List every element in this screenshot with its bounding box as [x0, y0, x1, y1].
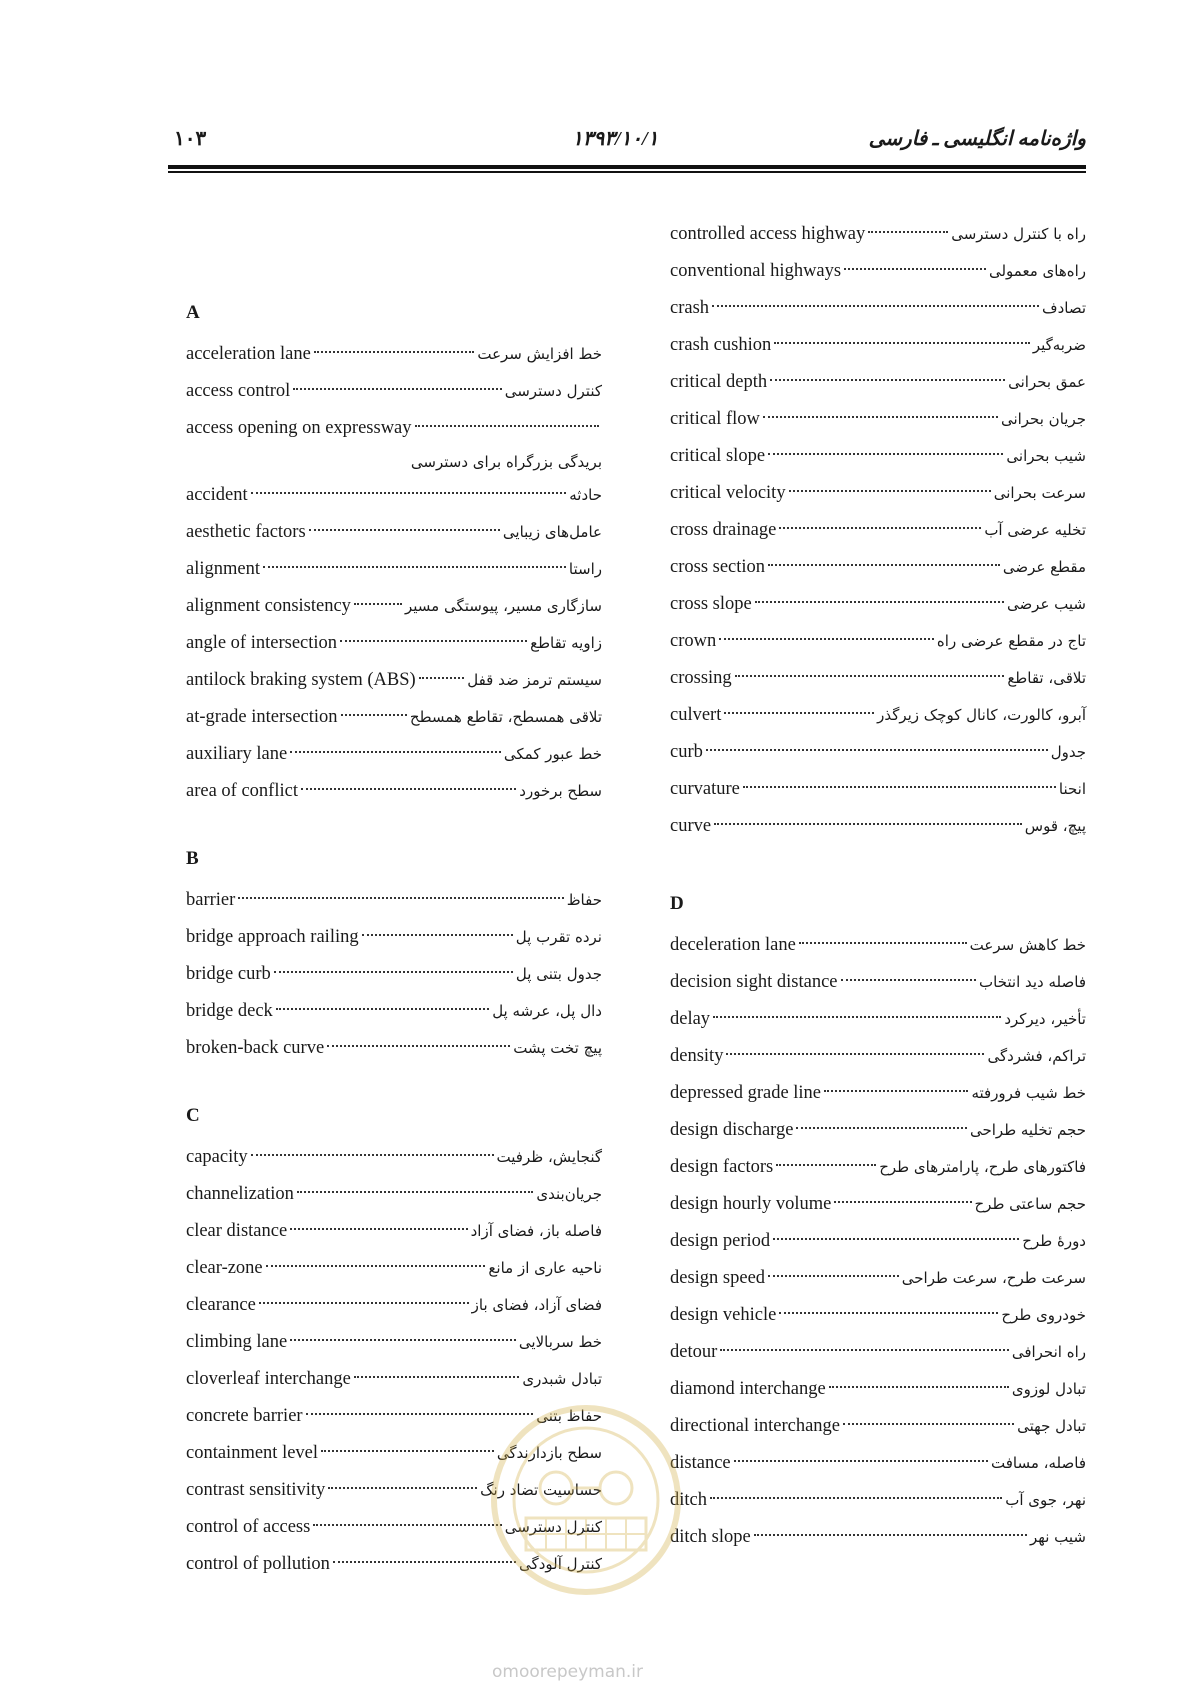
glossary-entry: [670, 808, 1086, 845]
dot-leader: [841, 979, 977, 981]
entry-english-term: curb: [670, 742, 703, 762]
glossary-entry: [670, 586, 1086, 623]
entry-english-term: clear-zone: [186, 1258, 263, 1278]
dot-leader: [321, 1450, 494, 1452]
entry-persian-term: جریان‌بندی: [536, 1185, 602, 1203]
entry-english-term: detour: [670, 1342, 718, 1362]
dot-leader: [824, 1090, 968, 1092]
entry-persian-term: بریدگی بزرگراه برای دسترسی: [410, 453, 602, 471]
dot-leader: [843, 1423, 1014, 1425]
entry-english-term: crown: [670, 631, 717, 651]
entry-english-term: containment level: [186, 1443, 319, 1463]
dot-leader: [789, 490, 991, 492]
entry-persian-term: حادثه: [569, 486, 602, 504]
entry-persian-term: تراکم، فشردگی: [987, 1047, 1086, 1065]
dot-leader: [313, 1524, 501, 1526]
glossary-entry: [670, 1075, 1086, 1112]
dot-leader: [266, 1265, 486, 1267]
dot-leader: [844, 268, 986, 270]
entry-persian-term: نرده تقرب پل: [515, 928, 602, 946]
entry-english-term: ditch: [670, 1490, 707, 1510]
glossary-entry: [670, 964, 1086, 1001]
glossary-entry: [670, 327, 1086, 364]
glossary-entry: [186, 514, 602, 551]
dot-leader: [290, 1228, 467, 1230]
entry-english-term: design speed: [670, 1268, 766, 1288]
glossary-entry: [670, 1223, 1086, 1260]
entry-english-term: decision sight distance: [670, 972, 838, 992]
glossary-entry: [670, 771, 1086, 808]
entry-persian-term: شیب عرضی: [1006, 595, 1086, 613]
entry-english-term: distance: [670, 1453, 731, 1473]
entry-persian-term: راه با کنترل دسترسی: [951, 225, 1086, 243]
entry-english-term: design period: [670, 1231, 771, 1251]
dot-leader: [714, 823, 1022, 825]
entry-persian-term: پیچ تخت پشت: [513, 1039, 602, 1057]
glossary-entry: [670, 1186, 1086, 1223]
entry-english-term: design vehicle: [670, 1305, 777, 1325]
dot-leader: [415, 425, 599, 427]
entry-persian-term: سطح بازدارندگی: [496, 1444, 602, 1462]
section-d-list: [670, 927, 1086, 1556]
header-rule-thin: [168, 171, 1086, 173]
entry-persian-term: پیچ، قوس: [1024, 817, 1086, 835]
entry-persian-term: حفاظ: [566, 891, 602, 909]
glossary-entry: [186, 662, 602, 699]
glossary-entry: [670, 1334, 1086, 1371]
dot-leader: [743, 786, 1056, 788]
entry-persian-term: دورهٔ طرح: [1022, 1232, 1086, 1250]
section-letter-a: A: [186, 302, 200, 323]
entry-english-term: design factors: [670, 1157, 774, 1177]
entry-english-term: directional interchange: [670, 1416, 841, 1436]
entry-persian-term: تاج در مقطع عرضی راه: [936, 632, 1086, 650]
glossary-entry: [186, 699, 602, 736]
entry-persian-term: ضربه‌گیر: [1032, 336, 1086, 354]
entry-persian-term: حساسیت تضاد رنگ: [480, 1481, 602, 1499]
entry-persian-term: حجم تخلیه طراحی: [969, 1121, 1086, 1139]
entry-persian-term: کنترل دسترسی: [504, 1518, 602, 1536]
dot-leader: [770, 379, 1005, 381]
section-letter-b: B: [186, 848, 199, 869]
entry-persian-term: تبادل جهتی: [1017, 1417, 1086, 1435]
entry-persian-term: خط عبور کمکی: [503, 745, 602, 763]
dot-leader: [724, 712, 874, 714]
entry-persian-term: تصادف: [1042, 299, 1086, 317]
dot-leader: [354, 1376, 520, 1378]
dot-leader: [314, 351, 475, 353]
entry-english-term: ditch slope: [670, 1527, 751, 1547]
dot-leader: [706, 749, 1048, 751]
entry-persian-term: فاصله، مسافت: [991, 1454, 1086, 1472]
dot-leader: [713, 1016, 1001, 1018]
section-letter-c: C: [186, 1105, 200, 1126]
entry-english-term: crossing: [670, 668, 732, 688]
entry-english-term: angle of intersection: [186, 633, 338, 653]
entry-persian-term: فاصله دید انتخاب: [979, 973, 1086, 991]
entry-persian-term: سازگاری مسیر، پیوستگی مسیر: [405, 597, 602, 615]
glossary-entry: [670, 512, 1086, 549]
dot-leader: [776, 1164, 876, 1166]
dot-leader: [293, 388, 501, 390]
entry-english-term: control of access: [186, 1517, 311, 1537]
glossary-entry: [670, 623, 1086, 660]
section-c-continued-list: [670, 216, 1086, 845]
dot-leader: [340, 640, 527, 642]
glossary-entry: [670, 1408, 1086, 1445]
glossary-entry: [670, 401, 1086, 438]
dot-leader: [779, 1312, 998, 1314]
dot-leader: [354, 603, 402, 605]
entry-english-term: cross section: [670, 557, 766, 577]
glossary-entry: [186, 588, 602, 625]
entry-persian-term: جدول بتنی پل: [515, 965, 602, 983]
dot-leader: [290, 1339, 516, 1341]
entry-english-term: cross drainage: [670, 520, 777, 540]
glossary-entry: [186, 993, 602, 1030]
entry-english-term: contrast sensitivity: [186, 1480, 326, 1500]
dot-leader: [768, 564, 1000, 566]
entry-english-term: concrete barrier: [186, 1406, 303, 1426]
entry-persian-term: خط افزایش سرعت: [477, 345, 602, 363]
dot-leader: [829, 1386, 1009, 1388]
entry-english-term: critical depth: [670, 372, 768, 392]
entry-english-term: channelization: [186, 1184, 294, 1204]
dot-leader: [297, 1191, 534, 1193]
glossary-entry: [670, 927, 1086, 964]
glossary-entry: [670, 697, 1086, 734]
dot-leader: [799, 942, 967, 944]
dot-leader: [309, 529, 500, 531]
entry-english-term: deceleration lane: [670, 935, 796, 955]
glossary-entry: [186, 1250, 602, 1287]
glossary-entry: [186, 773, 602, 810]
entry-english-term: crash: [670, 298, 710, 318]
dot-leader: [726, 1053, 984, 1055]
glossary-entry: [670, 1112, 1086, 1149]
glossary-entry: [670, 1371, 1086, 1408]
dot-leader: [796, 1127, 966, 1129]
entry-english-term: aesthetic factors: [186, 522, 306, 542]
entry-persian-term: انحنا: [1058, 780, 1086, 798]
entry-english-term: critical slope: [670, 446, 766, 466]
glossary-entry: [186, 410, 602, 447]
entry-english-term: acceleration lane: [186, 344, 311, 364]
entry-persian-term: فاکتورهای طرح، پارامترهای طرح: [879, 1158, 1086, 1176]
glossary-entry: [670, 216, 1086, 253]
dot-leader: [238, 897, 563, 899]
glossary-entry: [670, 438, 1086, 475]
glossary-entry: [186, 956, 602, 993]
entry-persian-term: نهر، جوی آب: [1005, 1491, 1086, 1509]
glossary-entry: [186, 1030, 602, 1067]
glossary-entry: [670, 475, 1086, 512]
glossary-entry: [670, 1038, 1086, 1075]
entry-persian-term: تأخیر، دیرکرد: [1004, 1010, 1086, 1028]
page-number: ۱۰۳: [174, 128, 207, 150]
glossary-entry: [186, 1139, 602, 1176]
header-date: ۱۳۹۳/۱۰/۱: [572, 128, 659, 150]
entry-persian-term: فضای آزاد، فضای باز: [471, 1296, 602, 1314]
entry-persian-term: عمق بحرانی: [1008, 373, 1086, 391]
entry-english-term: capacity: [186, 1147, 248, 1167]
glossary-entry: [186, 736, 602, 773]
dot-leader: [290, 751, 501, 753]
entry-english-term: density: [670, 1046, 724, 1066]
entry-persian-term: گنجایش، ظرفیت: [496, 1148, 602, 1166]
entry-english-term: curvature: [670, 779, 740, 799]
section-letter-d: D: [670, 893, 684, 914]
dot-leader: [710, 1497, 1002, 1499]
glossary-entry: [186, 1213, 602, 1250]
header-rule-thick: [168, 165, 1086, 169]
dot-leader: [734, 1460, 988, 1462]
glossary-entry: [186, 882, 602, 919]
dot-leader: [263, 566, 566, 568]
entry-persian-term: فاصله باز، فضای آزاد: [470, 1222, 602, 1240]
entry-english-term: crash cushion: [670, 335, 772, 355]
glossary-entry: [670, 1297, 1086, 1334]
entry-english-term: access opening on expressway: [186, 418, 412, 438]
dot-leader: [720, 1349, 1009, 1351]
entry-english-term: alignment consistency: [186, 596, 351, 616]
dot-leader: [259, 1302, 469, 1304]
glossary-entry: [186, 1361, 602, 1398]
entry-english-term: area of conflict: [186, 781, 298, 801]
glossary-entry: [670, 549, 1086, 586]
glossary-entry: [186, 1176, 602, 1213]
glossary-entry: [186, 336, 602, 373]
entry-persian-term: ناحیه عاری از مانع: [488, 1259, 602, 1277]
entry-persian-term: کنترل دسترسی: [504, 382, 602, 400]
entry-english-term: clearance: [186, 1295, 256, 1315]
entry-english-term: diamond interchange: [670, 1379, 826, 1399]
entry-english-term: conventional highways: [670, 261, 842, 281]
entry-english-term: curve: [670, 816, 712, 836]
entry-persian-term: خط کاهش سرعت: [969, 936, 1086, 954]
dot-leader: [834, 1201, 971, 1203]
entry-persian-term: کنترل آلودگی: [519, 1555, 602, 1573]
dot-leader: [276, 1008, 489, 1010]
glossary-entry: [670, 1482, 1086, 1519]
entry-persian-term: تلاقی همسطح، تقاطع همسطح: [409, 708, 602, 726]
dot-leader: [774, 342, 1030, 344]
entry-persian-term: تلاقی، تقاطع: [1007, 669, 1086, 687]
entry-persian-term: سرعت طرح، سرعت طراحی: [901, 1269, 1086, 1287]
dot-leader: [868, 231, 948, 233]
glossary-entry: [186, 477, 602, 514]
dot-leader: [341, 714, 407, 716]
entry-persian-term: سرعت بحرانی: [993, 484, 1086, 502]
dot-leader: [719, 638, 934, 640]
entry-english-term: design hourly volume: [670, 1194, 832, 1214]
entry-english-term: climbing lane: [186, 1332, 288, 1352]
entry-persian-term: جدول: [1050, 743, 1086, 761]
entry-english-term: accident: [186, 485, 248, 505]
glossary-entry: [670, 660, 1086, 697]
entry-persian-term: زاویه تقاطع: [530, 634, 602, 652]
entry-english-term: bridge approach railing: [186, 927, 359, 947]
entry-persian-term: سیستم ترمز ضد قفل: [467, 671, 602, 689]
entry-english-term: antilock braking system (ABS): [186, 670, 416, 690]
dot-leader: [768, 1275, 899, 1277]
dictionary-title: واژه‌نامه انگلیسی ـ فارسی: [868, 128, 1086, 150]
entry-persian-term: حجم ساعتی طرح: [974, 1195, 1086, 1213]
entry-english-term: cross slope: [670, 594, 752, 614]
dot-leader: [274, 971, 513, 973]
dot-leader: [419, 677, 465, 679]
entry-english-term: bridge curb: [186, 964, 271, 984]
entry-english-term: auxiliary lane: [186, 744, 288, 764]
glossary-entry: [670, 1149, 1086, 1186]
glossary-entry: [670, 1001, 1086, 1038]
dot-leader: [251, 492, 567, 494]
glossary-entry: [670, 253, 1086, 290]
entry-english-term: alignment: [186, 559, 260, 579]
entry-persian-term: جریان بحرانی: [1000, 410, 1086, 428]
entry-persian-term: دال پل، عرشه پل: [492, 1002, 602, 1020]
glossary-entry: [670, 1519, 1086, 1556]
entry-english-term: cloverleaf interchange: [186, 1369, 351, 1389]
entry-english-term: culvert: [670, 705, 722, 725]
watermark-seal-icon: [486, 1400, 686, 1600]
entry-english-term: control of pollution: [186, 1554, 330, 1574]
glossary-entry: [670, 364, 1086, 401]
section-b-list: [186, 882, 602, 1067]
entry-persian-term: شیب نهر: [1030, 1528, 1086, 1546]
entry-english-term: bridge deck: [186, 1001, 273, 1021]
entry-persian-term: تبادل شبدری: [522, 1370, 602, 1388]
entry-persian-term: حفاظ بتنی: [536, 1407, 602, 1425]
entry-persian-term: عامل‌های زیبایی: [502, 523, 602, 541]
entry-persian-term: سطح برخورد: [519, 782, 602, 800]
left-column: [186, 302, 602, 1583]
entry-persian-term: خط سربالایی: [518, 1333, 602, 1351]
dot-leader: [735, 675, 1005, 677]
entry-english-term: barrier: [186, 890, 236, 910]
page-header: [168, 126, 1086, 162]
website-watermark: omoorepeyman.ir: [492, 1662, 644, 1682]
entry-english-term: at-grade intersection: [186, 707, 338, 727]
entry-persian-term: خودروی طرح: [1001, 1306, 1086, 1324]
right-column: [670, 216, 1086, 1556]
entry-persian-term: شیب بحرانی: [1006, 447, 1086, 465]
dot-leader: [328, 1487, 477, 1489]
entry-persian-term: راستا: [568, 560, 602, 578]
entry-english-term: delay: [670, 1009, 711, 1029]
glossary-entry: [186, 1324, 602, 1361]
entry-english-term: clear distance: [186, 1221, 288, 1241]
dot-leader: [768, 453, 1003, 455]
entry-english-term: access control: [186, 381, 291, 401]
dot-leader: [712, 305, 1039, 307]
dot-leader: [773, 1238, 1019, 1240]
glossary-entry: [670, 290, 1086, 327]
entry-english-term: design discharge: [670, 1120, 794, 1140]
entry-english-term: controlled access highway: [670, 224, 866, 244]
entry-persian-term: تبادل لوزوی: [1011, 1380, 1086, 1398]
dot-leader: [301, 788, 516, 790]
entry-persian-term: خط شیب فرورفته: [971, 1084, 1086, 1102]
glossary-entry: [670, 1260, 1086, 1297]
entry-english-term: depressed grade line: [670, 1083, 822, 1103]
entry-english-term: critical flow: [670, 409, 760, 429]
entry-persian-term: مقطع عرضی: [1002, 558, 1086, 576]
glossary-entry: [186, 919, 602, 956]
entry-persian-term: راه‌های معمولی: [988, 262, 1086, 280]
dot-leader: [763, 416, 998, 418]
entry-english-term: critical velocity: [670, 483, 786, 503]
dot-leader: [779, 527, 981, 529]
glossary-entry: [186, 551, 602, 588]
glossary-entry: [670, 734, 1086, 771]
section-a-list: [186, 336, 602, 810]
dot-leader: [362, 934, 513, 936]
glossary-entry: [670, 1445, 1086, 1482]
glossary-entry: [186, 625, 602, 662]
entry-persian-term: راه انحرافی: [1011, 1343, 1086, 1361]
entry-english-term: broken-back curve: [186, 1038, 325, 1058]
dot-leader: [755, 601, 1004, 603]
dot-leader: [754, 1534, 1027, 1536]
dot-leader: [251, 1154, 494, 1156]
glossary-entry: [186, 1287, 602, 1324]
entry-persian-term: آبرو، کالورت، کانال کوچک زیرگذر: [877, 706, 1086, 724]
dot-leader: [327, 1045, 510, 1047]
entry-persian-term: تخلیه عرضی آب: [984, 521, 1086, 539]
glossary-entry: [186, 373, 602, 410]
